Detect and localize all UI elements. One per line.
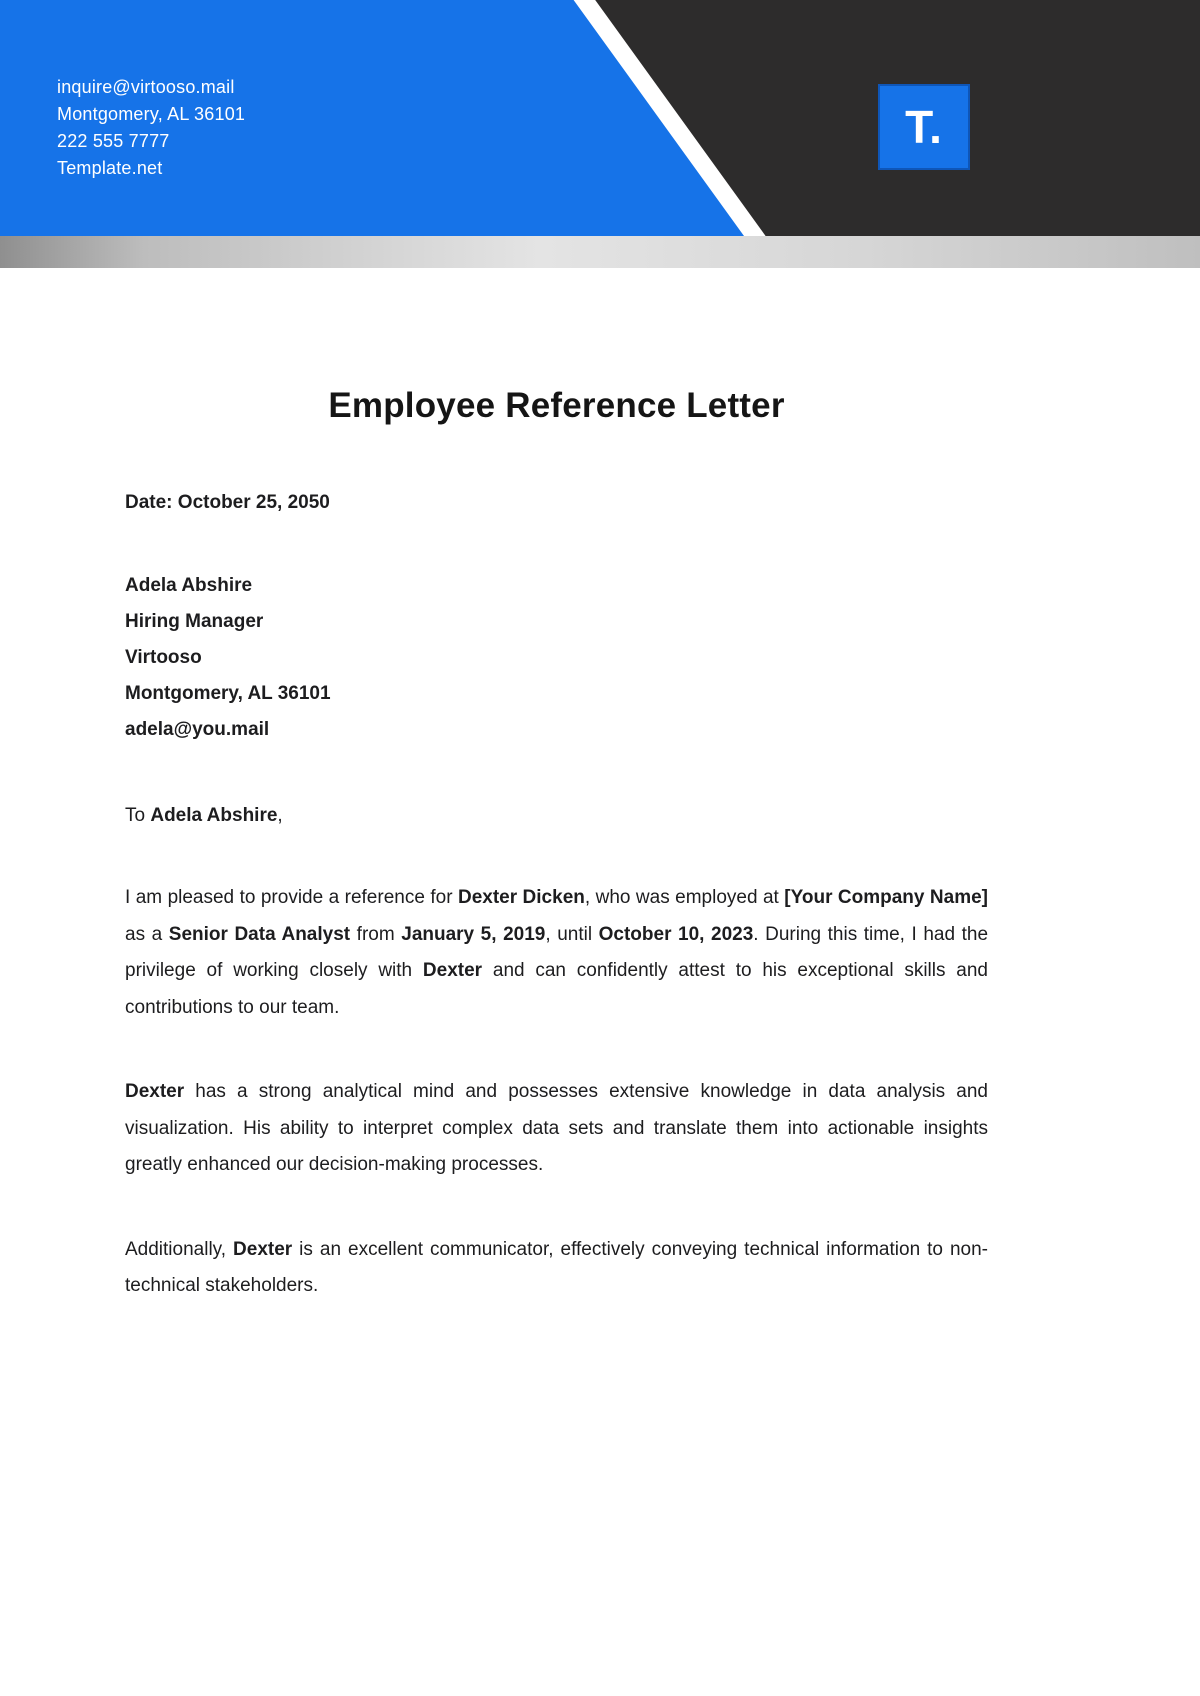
recipient-email: adela@you.mail (125, 719, 270, 740)
letter-title: Employee Reference Letter (328, 386, 785, 425)
brand-logo-text: T. (905, 101, 943, 153)
date-line: Date: October 25, 2050 (125, 492, 330, 513)
contact-website: Template.net (57, 158, 163, 178)
recipient-block (125, 568, 988, 748)
letterhead (0, 0, 1200, 236)
letter-paragraph-2: Dexter has a strong analytical mind and possesses extensive knowledge in data analysis and visualization. His ability to interpret complex data sets and translate them into actionable insights greatly enhanced our decision-making processes. (125, 1081, 988, 1175)
recipient-address: Montgomery, AL 36101 (125, 683, 331, 704)
letter-paragraph-3: Additionally, Dexter is an excellent communicator, effectively conveying technical information to non-technical stakeholders. (125, 1238, 988, 1296)
contact-phone: 222 555 7777 (57, 131, 170, 151)
recipient-company: Virtooso (125, 647, 202, 668)
contact-info-block (57, 74, 245, 182)
contact-address: Montgomery, AL 36101 (57, 104, 246, 124)
brand-logo (878, 84, 970, 170)
divider-strip (0, 236, 1200, 268)
letter-body (0, 268, 1200, 1385)
contact-email: inquire@virtooso.mail (57, 77, 235, 97)
salutation-line: To Adela Abshire, (125, 805, 283, 826)
recipient-name: Adela Abshire (125, 575, 253, 596)
recipient-role: Hiring Manager (125, 611, 264, 632)
letter-paragraph-1: I am pleased to provide a reference for Dexter Dicken, who was employed at [Your Company Name] as a Senior Data Analyst from January 5, 2019, until October 10, 2023. During this time, I had the privilege of working closely with Dexter and can confidently attest to his exceptional skills and contributions to our team. (125, 887, 989, 1018)
